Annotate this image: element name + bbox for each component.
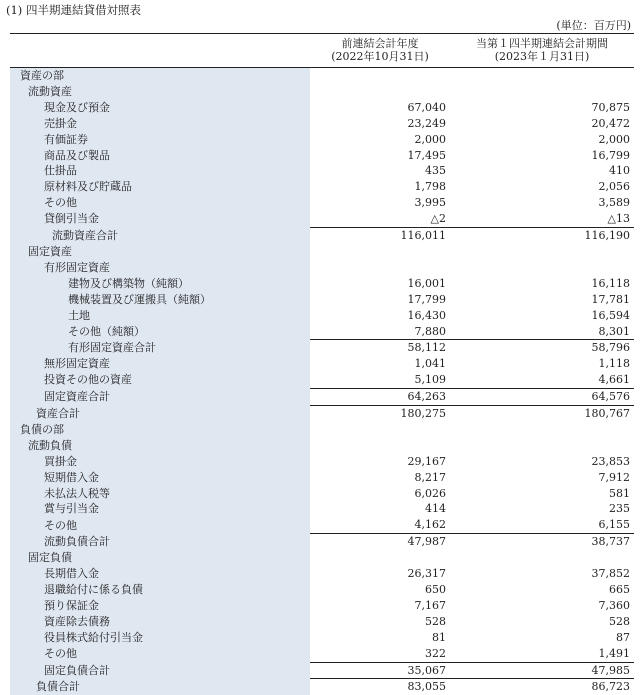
current-period-value: 86,723	[450, 679, 634, 695]
table-row	[10, 372, 634, 388]
current-period-value: 16,799	[450, 148, 634, 164]
row-label: 役員株式給付引当金	[10, 630, 310, 646]
row-label: 土地	[10, 308, 310, 324]
previous-period-value: 64,263	[310, 389, 450, 406]
current-period-value: 581	[450, 486, 634, 502]
current-period-value: 87	[450, 630, 634, 646]
row-label: 機械装置及び運搬具（純額）	[10, 292, 310, 308]
row-label: 貸倒引当金	[10, 211, 310, 227]
previous-period-value: 2,000	[310, 132, 450, 148]
current-period-value	[450, 260, 634, 276]
current-period-value	[450, 438, 634, 454]
row-label: 資産合計	[10, 406, 310, 422]
row-label: 有形固定資産合計	[10, 340, 310, 356]
row-label: 原材料及び貯蔵品	[10, 179, 310, 195]
previous-period-value: 17,799	[310, 292, 450, 308]
current-period-value: 2,056	[450, 179, 634, 195]
previous-period-value: 322	[310, 646, 450, 662]
row-label: その他	[10, 195, 310, 211]
row-label: 投資その他の資産	[10, 372, 310, 388]
previous-period-value: 7,167	[310, 598, 450, 614]
previous-period-value: 35,067	[310, 662, 450, 679]
row-label: 売掛金	[10, 116, 310, 132]
table-row	[10, 582, 634, 598]
row-label: その他（純額）	[10, 324, 310, 340]
row-label: 流動負債合計	[10, 534, 310, 550]
row-label: 流動負債	[10, 438, 310, 454]
table-row	[10, 116, 634, 132]
table-row	[10, 84, 634, 100]
previous-period-value: 5,109	[310, 372, 450, 388]
current-period-value: 38,737	[450, 534, 634, 550]
table-row	[10, 646, 634, 662]
row-label: 商品及び製品	[10, 148, 310, 164]
current-period-value: 70,875	[450, 100, 634, 116]
previous-period-value	[310, 422, 450, 438]
current-period-value: 58,796	[450, 340, 634, 356]
previous-period-value: 414	[310, 501, 450, 517]
table-row	[10, 244, 634, 260]
current-period-value: 1,491	[450, 646, 634, 662]
current-period-value: 1,118	[450, 356, 634, 372]
previous-period-value: 17,495	[310, 148, 450, 164]
previous-period-value: △2	[310, 211, 450, 227]
current-period-value: 6,155	[450, 517, 634, 533]
current-period-value: 16,118	[450, 276, 634, 292]
table-row-total	[10, 340, 634, 356]
previous-period-value: 528	[310, 614, 450, 630]
current-period-value	[450, 550, 634, 566]
current-period-value: 64,576	[450, 389, 634, 406]
previous-period-value: 7,880	[310, 324, 450, 340]
current-period-value: 20,472	[450, 116, 634, 132]
previous-period-value	[310, 438, 450, 454]
previous-period-value: 58,112	[310, 340, 450, 356]
table-row	[10, 195, 634, 211]
current-period-value: 235	[450, 501, 634, 517]
previous-period-value: 435	[310, 163, 450, 179]
previous-period-value: 1,798	[310, 179, 450, 195]
table-row-total	[10, 389, 634, 406]
table-row	[10, 356, 634, 372]
row-label: その他	[10, 517, 310, 533]
row-label: 賞与引当金	[10, 501, 310, 517]
previous-period-value: 1,041	[310, 356, 450, 372]
current-period-value: 23,853	[450, 454, 634, 470]
current-period-value: 3,589	[450, 195, 634, 211]
current-period-value	[450, 244, 634, 260]
previous-period-value: 83,055	[310, 679, 450, 695]
table-row	[10, 276, 634, 292]
current-period-value: 410	[450, 163, 634, 179]
row-label: 固定負債合計	[10, 662, 310, 679]
current-period-value: 8,301	[450, 324, 634, 340]
row-label: 建物及び構築物（純額）	[10, 276, 310, 292]
table-body	[10, 68, 634, 695]
previous-period-value: 67,040	[310, 100, 450, 116]
current-period-value: 180,767	[450, 406, 634, 422]
previous-period-value: 26,317	[310, 566, 450, 582]
statement-title: (1) 四半期連結貸借対照表	[6, 2, 141, 18]
table-row	[10, 501, 634, 517]
header-previous-period-date: (2022年10月31日)	[310, 50, 450, 63]
header-blank-cell	[10, 34, 310, 68]
previous-period-value: 47,987	[310, 534, 450, 550]
table-row-total	[10, 662, 634, 679]
row-label: 固定負債	[10, 550, 310, 566]
current-period-value: △13	[450, 211, 634, 227]
table-row	[10, 292, 634, 308]
previous-period-value: 6,026	[310, 486, 450, 502]
previous-period-value: 3,995	[310, 195, 450, 211]
table-row	[10, 100, 634, 116]
current-period-value: 116,190	[450, 228, 634, 244]
previous-period-value: 650	[310, 582, 450, 598]
table-row	[10, 132, 634, 148]
row-label: 長期借入金	[10, 566, 310, 582]
current-period-value: 7,912	[450, 470, 634, 486]
previous-period-value: 81	[310, 630, 450, 646]
row-label: 無形固定資産	[10, 356, 310, 372]
current-period-value: 47,985	[450, 662, 634, 679]
row-label: 有価証券	[10, 132, 310, 148]
row-label: 流動資産	[10, 84, 310, 100]
table-row	[10, 454, 634, 470]
row-label: 固定資産	[10, 244, 310, 260]
table-row	[10, 211, 634, 227]
row-label: 現金及び預金	[10, 100, 310, 116]
table-row	[10, 163, 634, 179]
header-current-period-date: (2023年１月31日)	[450, 50, 634, 63]
current-period-value	[450, 68, 634, 84]
table-row	[10, 308, 634, 324]
table-row	[10, 422, 634, 438]
table-header	[10, 34, 634, 68]
row-label: 負債合計	[10, 679, 310, 695]
row-label: 固定資産合計	[10, 389, 310, 406]
current-period-value: 528	[450, 614, 634, 630]
previous-period-value	[310, 68, 450, 84]
row-label: 有形固定資産	[10, 260, 310, 276]
table-row-total	[10, 228, 634, 244]
row-label: 資産除去債務	[10, 614, 310, 630]
current-period-value	[450, 84, 634, 100]
table-row	[10, 614, 634, 630]
header-current-period	[450, 34, 634, 68]
table-row	[10, 324, 634, 340]
table-row	[10, 566, 634, 582]
row-label: 買掛金	[10, 454, 310, 470]
previous-period-value	[310, 550, 450, 566]
previous-period-value: 23,249	[310, 116, 450, 132]
table-row-total	[10, 534, 634, 550]
header-current-period-label: 当第１四半期連結会計期間	[450, 37, 634, 50]
row-label: 負債の部	[10, 422, 310, 438]
header-previous-period	[310, 34, 450, 68]
balance-sheet-table	[10, 33, 634, 695]
previous-period-value: 4,162	[310, 517, 450, 533]
current-period-value: 37,852	[450, 566, 634, 582]
table-row-total	[10, 406, 634, 422]
previous-period-value: 16,430	[310, 308, 450, 324]
table-row	[10, 470, 634, 486]
previous-period-value	[310, 244, 450, 260]
current-period-value: 665	[450, 582, 634, 598]
previous-period-value: 29,167	[310, 454, 450, 470]
table-row	[10, 486, 634, 502]
row-label: 退職給付に係る負債	[10, 582, 310, 598]
row-label: 短期借入金	[10, 470, 310, 486]
table-row	[10, 517, 634, 533]
current-period-value: 2,000	[450, 132, 634, 148]
table-row	[10, 179, 634, 195]
row-label: その他	[10, 646, 310, 662]
table-row	[10, 260, 634, 276]
current-period-value: 17,781	[450, 292, 634, 308]
previous-period-value: 180,275	[310, 406, 450, 422]
current-period-value: 7,360	[450, 598, 634, 614]
row-label: 流動資産合計	[10, 228, 310, 244]
previous-period-value: 16,001	[310, 276, 450, 292]
current-period-value: 16,594	[450, 308, 634, 324]
row-label: 資産の部	[10, 68, 310, 84]
previous-period-value: 116,011	[310, 228, 450, 244]
table-row	[10, 630, 634, 646]
previous-period-value	[310, 260, 450, 276]
previous-period-value	[310, 84, 450, 100]
table-row	[10, 438, 634, 454]
header-previous-period-label: 前連結会計年度	[310, 37, 450, 50]
current-period-value	[450, 422, 634, 438]
table-row	[10, 550, 634, 566]
unit-note: (単位：百万円)	[556, 19, 631, 33]
previous-period-value: 8,217	[310, 470, 450, 486]
table-row	[10, 598, 634, 614]
row-label: 預り保証金	[10, 598, 310, 614]
current-period-value: 4,661	[450, 372, 634, 388]
row-label: 仕掛品	[10, 163, 310, 179]
table-row	[10, 148, 634, 164]
row-label: 未払法人税等	[10, 486, 310, 502]
table-row	[10, 68, 634, 84]
